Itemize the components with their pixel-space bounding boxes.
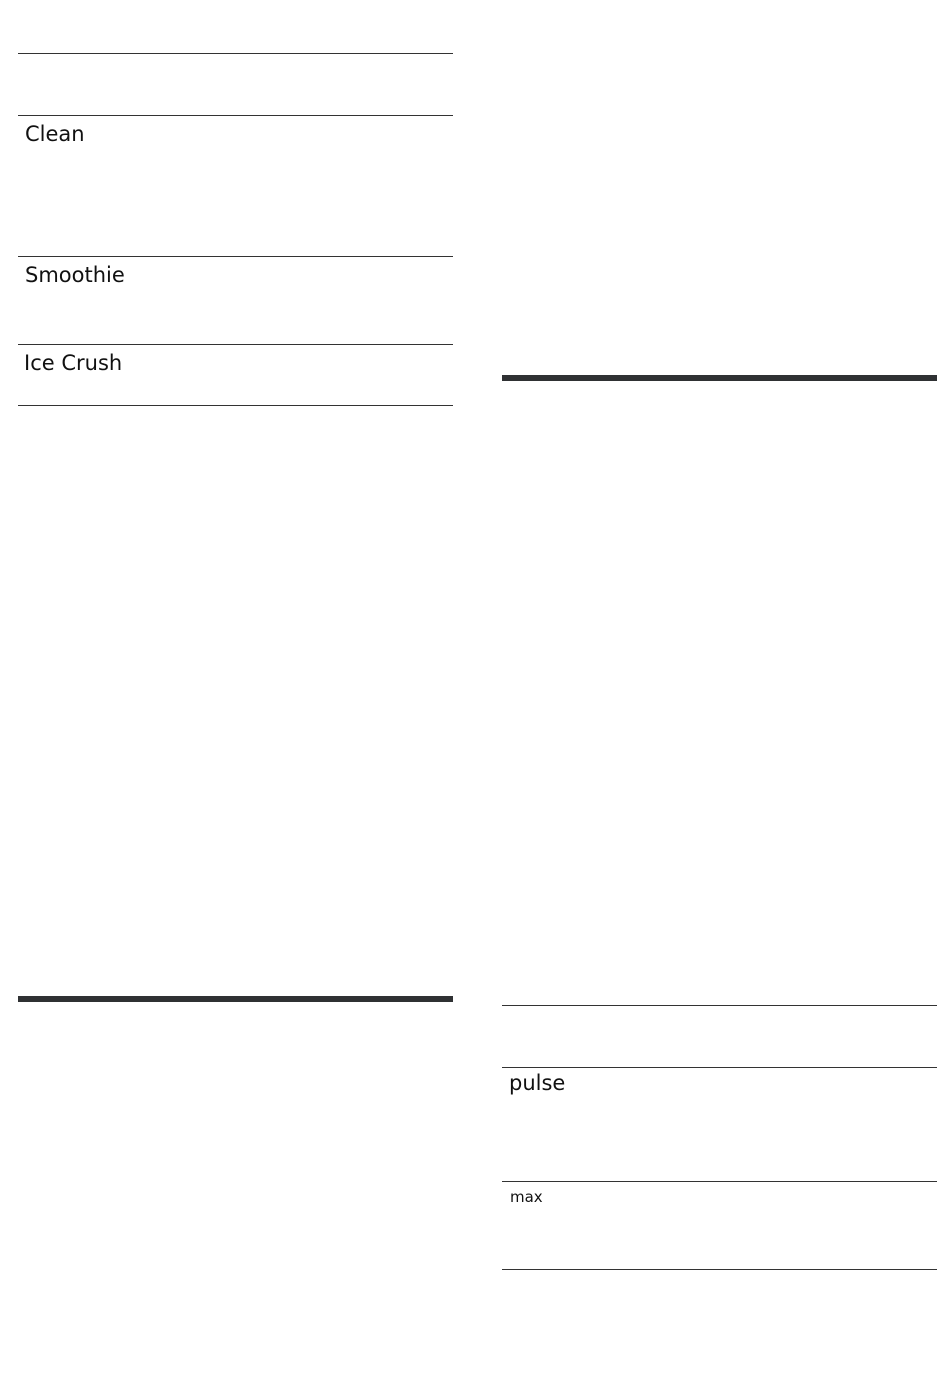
row-label-smoothie: Smoothie xyxy=(25,263,125,287)
row-label-ice-crush: Ice Crush xyxy=(24,351,123,375)
section-separator xyxy=(18,996,453,1002)
row-divider xyxy=(18,256,453,257)
section-separator xyxy=(502,375,937,381)
row-label-clean: Clean xyxy=(25,122,85,146)
row-divider xyxy=(502,1181,937,1182)
table-header-rule xyxy=(502,1067,937,1068)
row-divider xyxy=(18,344,453,345)
table-top-rule xyxy=(18,53,453,54)
table-bottom-rule xyxy=(502,1269,937,1270)
table-header-rule xyxy=(18,115,453,116)
row-label-max: max xyxy=(510,1188,543,1206)
table-top-rule xyxy=(502,1005,937,1006)
table-bottom-rule xyxy=(18,405,453,406)
row-label-pulse: pulse xyxy=(509,1071,566,1095)
